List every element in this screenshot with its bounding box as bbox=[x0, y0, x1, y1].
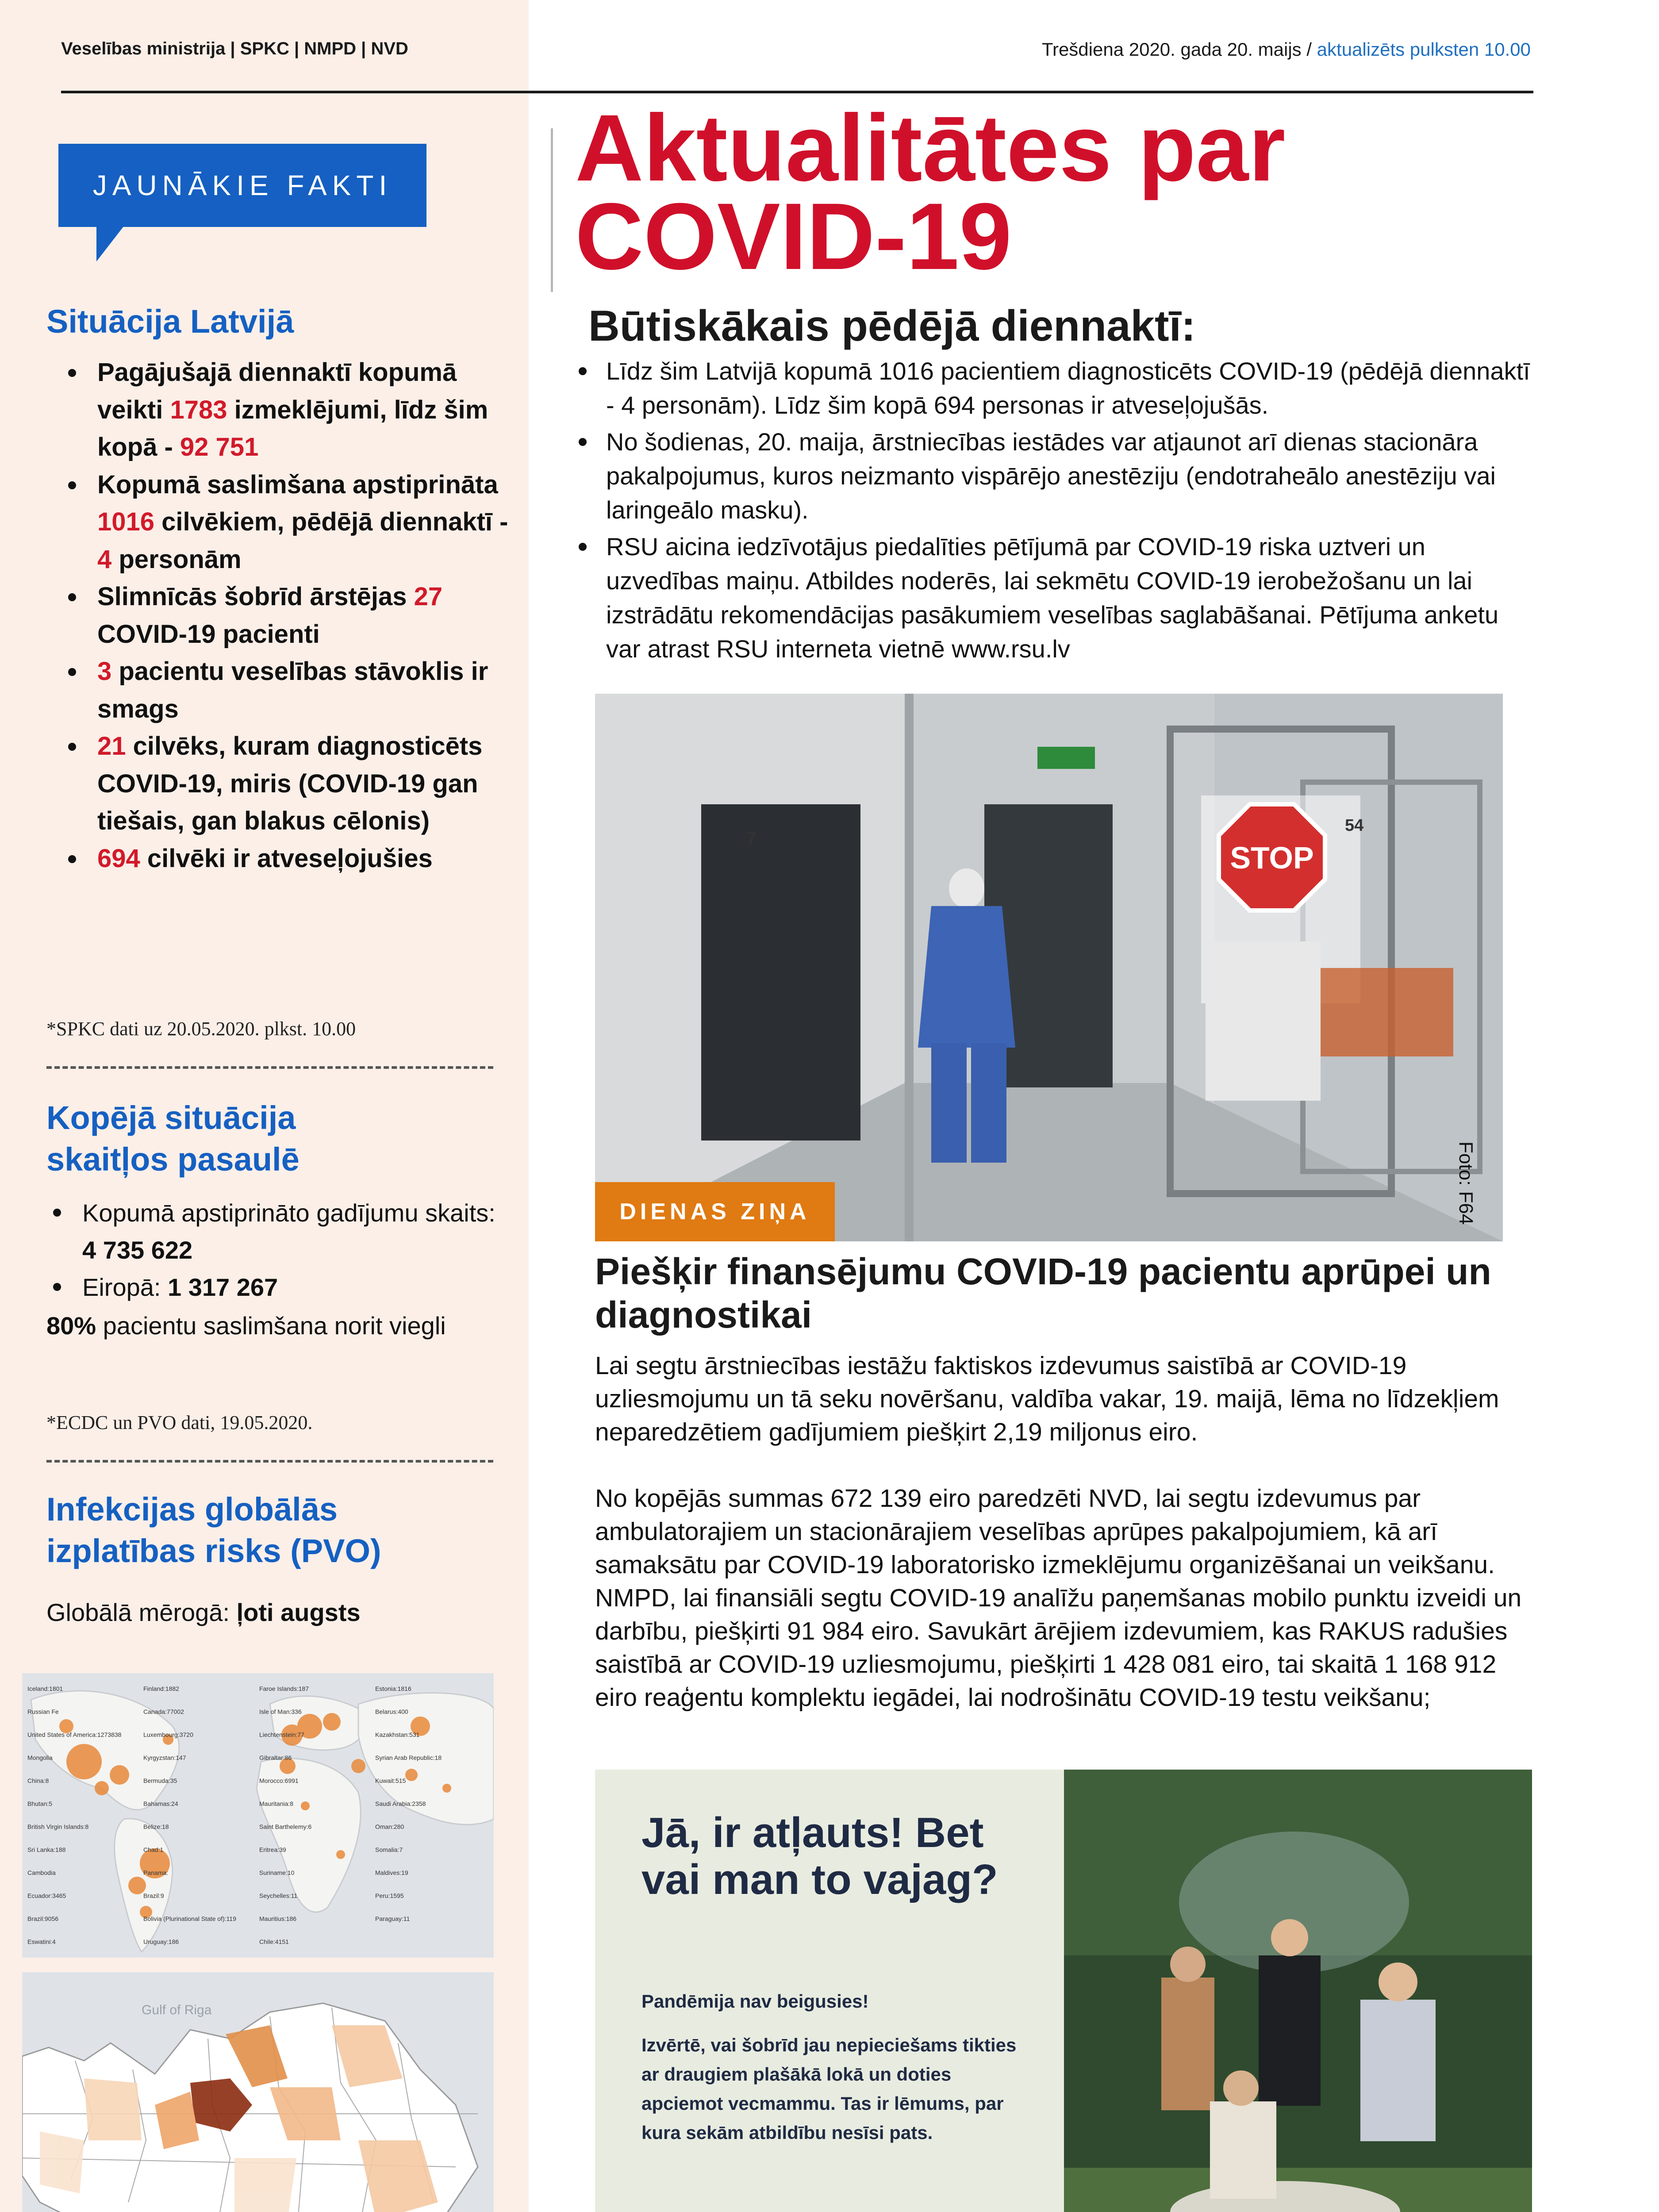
map-country-label: Kyrgyzstan:147 bbox=[143, 1754, 186, 1761]
date-text: Trešdiena 2020. gada 20. maijs / bbox=[1041, 39, 1312, 60]
banner-body: Izvērtē, vai šobrīd jau nepieciešams tikties ar draugiem plašākā lokā un doties apciemot vecmammu. Tas ir lēmums, par kura sekām atbildību nesīsi pats. bbox=[641, 2035, 1017, 2143]
map-country-label: Oman:280 bbox=[375, 1823, 404, 1830]
article-body bbox=[595, 1349, 1537, 1714]
key-updates-subtitle: Būtiskākais pēdējā diennaktī: bbox=[588, 301, 1196, 350]
list-item: 694 cilvēki ir atveseļojušies bbox=[62, 840, 513, 878]
map-country-label: United States of America:1273838 bbox=[27, 1731, 122, 1738]
map-country-label: Gibraltar:86 bbox=[259, 1754, 292, 1761]
stop-sign-label: STOP bbox=[1230, 841, 1314, 875]
banner-subtitle: Pandēmija nav beigusies! bbox=[641, 1991, 869, 2012]
daily-news-tag: DIENAS ZIŅA bbox=[595, 1182, 835, 1241]
ecdc-source-note: *ECDC un PVO dati, 19.05.2020. bbox=[46, 1412, 313, 1433]
latvia-regions-map bbox=[22, 1972, 494, 2212]
map-country-label: Brazil:9 bbox=[143, 1892, 164, 1899]
map-country-label: Chile:4151 bbox=[259, 1938, 289, 1945]
map-country-label: Bahamas:24 bbox=[143, 1800, 178, 1807]
map-country-label: Faroe Islands:187 bbox=[259, 1685, 309, 1692]
map-country-label: Bermuda:35 bbox=[143, 1777, 177, 1784]
door-number-right: 54 bbox=[1345, 816, 1364, 835]
map-country-label: Iceland:1801 bbox=[27, 1685, 63, 1692]
global-risk-title: Infekcijas globālās izplatības risks (PVO) bbox=[46, 1491, 381, 1569]
map-country-label: Eswatini:4 bbox=[27, 1938, 56, 1945]
map-country-label: Isle of Man:336 bbox=[259, 1708, 302, 1715]
list-item: Kopumā saslimšana apstiprināta 1016 cilvēkiem, pēdējā diennaktī - 4 personām bbox=[62, 466, 513, 579]
map-country-label: Mongolia bbox=[27, 1754, 53, 1761]
map-country-label: Panama: bbox=[143, 1869, 169, 1876]
article-paragraph: No kopējās summas 672 139 eiro paredzēti NVD, lai segtu izdevumus par ambulatorajiem un stacionārajiem veselības aprūpes pakalpojumiem, kā arī samaksātu par COVID-19 laboratorisko izmeklējumu organizēšanai un veikšanu. NMPD, lai finansiāli segtu COVID-19 analīžu paņemšanas mobilo punktu izveidi un darbību, piešķirti 91 984 eiro. Savukārt ārējiem izdevumiem, kas RAKUS radušies saistībā ar COVID-19 uzliesmojumu, piešķirti 1 428 081 eiro, tai skaitā 1 168 912 eiro reaģentu komplektu iegādei, lai nodrošinātu COVID-19 testu veikšanu; bbox=[595, 1484, 1522, 1712]
latvia-situation-title: Situācija Latvijā bbox=[46, 303, 294, 340]
global-risk-level: Globālā mērogā: ļoti augsts bbox=[46, 1598, 361, 1626]
list-item: Eiropā: 1 317 267 bbox=[49, 1269, 509, 1306]
header-date bbox=[1042, 39, 1531, 60]
mild-cases-text: 80% pacientu saslimšana norit viegli bbox=[46, 1312, 446, 1340]
map-country-label: Belize:18 bbox=[143, 1823, 169, 1830]
key-updates-list bbox=[571, 354, 1531, 668]
world-facts-list bbox=[49, 1194, 509, 1306]
friends-gathering-photo bbox=[1064, 1770, 1532, 2212]
photo-credit: Foto: F64 bbox=[1455, 1141, 1477, 1225]
map-country-label: Maldives:19 bbox=[375, 1869, 408, 1876]
map-country-label: Seychelles:11 bbox=[259, 1892, 298, 1899]
map-country-label: Liechtenstein:77 bbox=[259, 1731, 304, 1738]
map-country-label: Peru:1595 bbox=[375, 1892, 404, 1899]
campaign-banner bbox=[595, 1770, 1532, 2212]
list-item: Pagājušajā diennaktī kopumā veikti 1783 izmeklējumi, līdz šim kopā - 92 751 bbox=[62, 354, 513, 466]
speech-bubble-tail bbox=[96, 226, 124, 261]
map-country-label: Bhutan:5 bbox=[27, 1800, 53, 1807]
map-country-label: Mauritania:8 bbox=[259, 1800, 294, 1807]
map-country-label: Cambodia bbox=[27, 1869, 56, 1876]
dashed-divider bbox=[46, 1460, 493, 1463]
map-country-label: Luxembourg:3720 bbox=[143, 1731, 193, 1738]
map-country-label: Eritrea:39 bbox=[259, 1846, 286, 1853]
list-item: 21 cilvēks, kuram diagnosticēts COVID-19, miris (COVID-19 gan tiešais, gan blakus cēlonis) bbox=[62, 728, 513, 840]
list-item: No šodienas, 20. maija, ārstniecības iestādes var atjaunot arī dienas stacionāra pakalpojumus, kuros neizmanto vispārējo anestēziju (endotraheālo anestēziju vai laringeālo masku). bbox=[571, 425, 1531, 527]
spkc-source-note: *SPKC dati uz 20.05.2020. plkst. 10.00 bbox=[46, 1018, 356, 1040]
banner-title: Jā, ir atļauts! Bet vai man to vajag? bbox=[641, 1809, 998, 1903]
world-cases-map bbox=[22, 1673, 494, 1958]
map-country-label: Estonia:1816 bbox=[375, 1685, 411, 1692]
door-number-left: 7 bbox=[746, 829, 757, 848]
map-country-label: Bolivia (Plurinational State of):119 bbox=[143, 1915, 236, 1922]
latest-facts-badge: JAUNĀKIE FAKTI bbox=[58, 144, 426, 227]
map-country-label: Brazil:9056 bbox=[27, 1915, 59, 1922]
map-country-label: Ecuador:3465 bbox=[27, 1892, 66, 1899]
map-country-label: Sri Lanka:188 bbox=[27, 1846, 66, 1853]
latvia-facts-list bbox=[62, 354, 513, 877]
map-country-label: Morocco:6991 bbox=[259, 1777, 299, 1784]
map-country-label: Chad:1 bbox=[143, 1846, 164, 1853]
map-country-label: Belarus:400 bbox=[375, 1708, 408, 1715]
list-item: 3 pacientu veselības stāvoklis ir smags bbox=[62, 653, 513, 728]
map-country-label: Somalia:7 bbox=[375, 1846, 403, 1853]
title-vertical-rule bbox=[551, 128, 553, 292]
list-item: Kopumā apstiprināto gadījumu skaits: 4 735 622 bbox=[49, 1194, 509, 1269]
map-country-label: Suriname:10 bbox=[259, 1869, 295, 1876]
header-divider bbox=[61, 91, 1533, 93]
list-item: RSU aicina iedzīvotājus piedalīties pētījumā par COVID-19 riska uztveri un uzvedības maiņu. Atbildes noderēs, lai sekmētu COVID-19 ierobežošanu un lai izstrādātu rekomendācijas pasākumiem veselības saglabāšanai. Pētījuma anketu var atrast RSU interneta vietnē www.rsu.lv bbox=[571, 530, 1531, 666]
map-country-label: China:8 bbox=[27, 1777, 49, 1784]
updated-time: aktualizēts pulksten 10.00 bbox=[1312, 39, 1531, 60]
list-item: Līdz šim Latvijā kopumā 1016 pacientiem diagnosticēts COVID-19 (pēdējā diennaktī - 4 personām). Līdz šim kopā 694 personas ir atveseļojušās. bbox=[571, 354, 1531, 422]
page-title: Aktualitātes par COVID-19 bbox=[575, 95, 1286, 289]
map-country-label: Finland:1882 bbox=[143, 1685, 179, 1692]
map-country-label: British Virgin Islands:8 bbox=[27, 1823, 89, 1830]
map-country-label: Saudi Arabia:2358 bbox=[375, 1800, 426, 1807]
map-country-label: Russian Fe bbox=[27, 1708, 59, 1715]
article-title: Piešķir finansējumu COVID-19 pacientu aprūpei un diagnostikai bbox=[595, 1251, 1491, 1336]
gulf-of-riga-label: Gulf of Riga bbox=[142, 2003, 212, 2017]
article-paragraph: Lai segtu ārstniecības iestāžu faktiskos izdevumus saistībā ar COVID-19 uzliesmojumu un tā seku novēršanu, valdība vakar, 19. maijā, lēma no līdzekļiem neparedzētiem gadījumiem piešķirt 2,19 miljonus eiro. bbox=[595, 1352, 1499, 1446]
header-organizations: Veselības ministrija | SPKC | NMPD | NVD bbox=[61, 39, 408, 58]
hospital-corridor-photo bbox=[595, 694, 1503, 1241]
map-country-label: Saint Barthelemy:6 bbox=[259, 1823, 312, 1830]
world-situation-title: Kopējā situācija skaitļos pasaulē bbox=[46, 1099, 300, 1178]
list-item: Slimnīcās šobrīd ārstējas 27 COVID-19 pacienti bbox=[62, 578, 513, 653]
map-country-label: Kazakhstan:531 bbox=[375, 1731, 420, 1738]
map-country-label: Syrian Arab Republic:18 bbox=[375, 1754, 442, 1761]
map-country-label: Canada:77002 bbox=[143, 1708, 184, 1715]
map-country-label: Paraguay:11 bbox=[375, 1915, 410, 1922]
map-country-label: Mauritius:186 bbox=[259, 1915, 297, 1922]
map-country-label: Uruguay:186 bbox=[143, 1938, 179, 1945]
dashed-divider bbox=[46, 1066, 493, 1069]
map-country-label: Kuwait:515 bbox=[375, 1777, 406, 1784]
